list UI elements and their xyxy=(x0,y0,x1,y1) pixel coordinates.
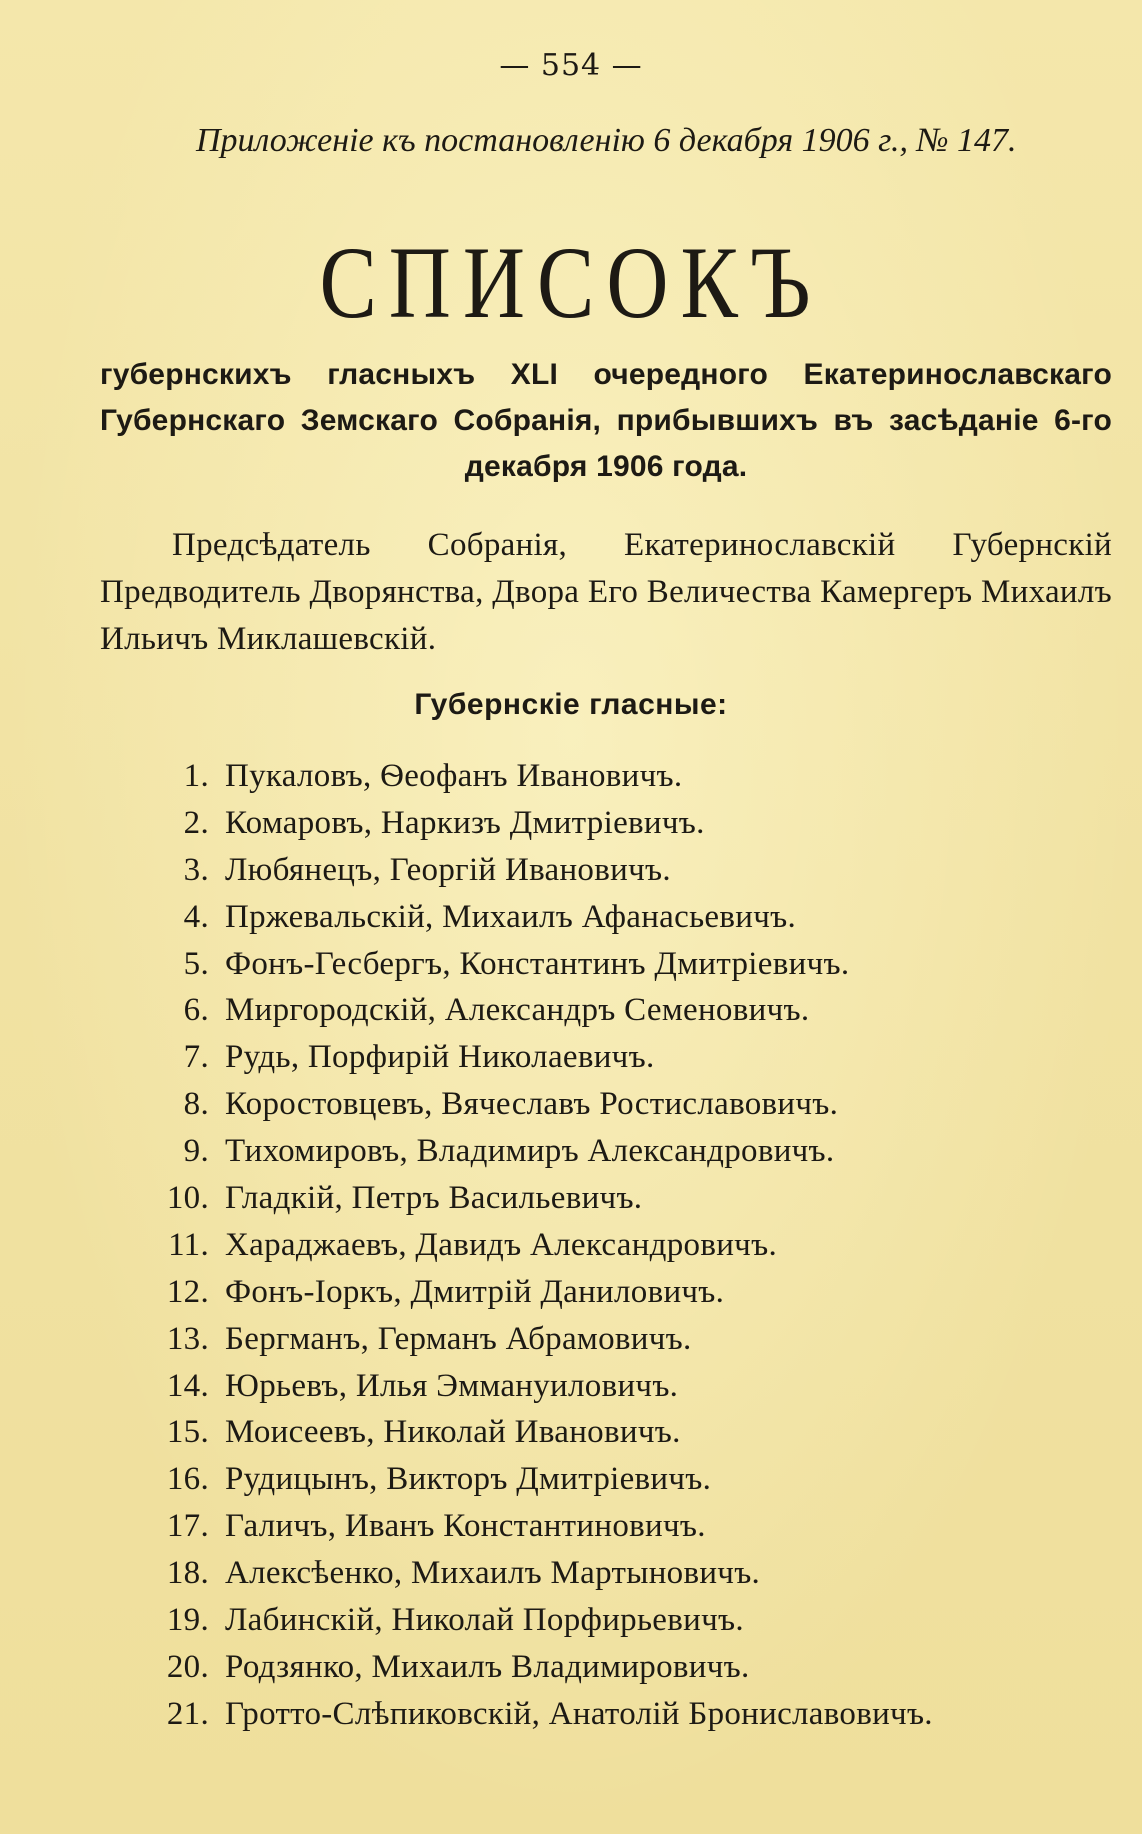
page-number: — 554 — xyxy=(499,48,643,83)
member-name: Моисеевъ, Николай Ивановичъ. xyxy=(225,1414,681,1451)
member-number: 4. xyxy=(183,898,209,935)
member-number: 11. xyxy=(168,1226,209,1263)
member-name: Алексѣенко, Михаилъ Мартыновичъ. xyxy=(225,1555,761,1592)
member-name: Миргородскій, Александръ Семеновичъ. xyxy=(225,992,810,1029)
list-item xyxy=(160,1227,1110,1274)
list-item xyxy=(160,1368,1110,1415)
list-item xyxy=(160,1133,1110,1180)
list-item xyxy=(160,1039,1110,1086)
member-number: 7. xyxy=(183,1039,209,1076)
member-number: 13. xyxy=(166,1320,209,1357)
member-number: 3. xyxy=(183,851,209,888)
member-name: Пукаловъ, Ѳеофанъ Ивановичъ. xyxy=(225,758,683,794)
list-item xyxy=(160,1602,1110,1649)
list-item xyxy=(160,1414,1110,1461)
section-heading: Губернскіе гласные: xyxy=(414,688,728,721)
chairman-paragraph: Предсѣдатель Собранія, Екатеринославскій Губернскій Предводитель Дворянства, Двора Его Величества Камергеръ Михаилъ Ильичъ Миклашевскій. xyxy=(100,527,1112,657)
list-item xyxy=(160,1321,1110,1368)
member-name: Пржевальскій, Михаилъ Афанасьевичъ. xyxy=(225,898,797,935)
member-name: Комаровъ, Наркизъ Дмитріевичъ. xyxy=(225,804,705,841)
member-number: 15. xyxy=(166,1414,209,1451)
member-number: 6. xyxy=(183,992,209,1029)
list-item xyxy=(160,1508,1110,1555)
member-number: 17. xyxy=(166,1508,209,1545)
list-item xyxy=(160,1086,1110,1133)
member-name: Коростовцевъ, Вячеславъ Ростиславовичъ. xyxy=(225,1086,839,1123)
member-name: Юрьевъ, Илья Эммануиловичъ. xyxy=(225,1367,679,1404)
list-item xyxy=(160,1649,1110,1696)
list-item xyxy=(160,852,1110,899)
member-name: Гладкій, Петръ Васильевичъ. xyxy=(225,1180,643,1217)
member-number: 20. xyxy=(166,1648,209,1685)
member-name: Тихомировъ, Владимиръ Александровичъ. xyxy=(225,1133,835,1170)
member-name: Рудь, Порфирій Николаевичъ. xyxy=(225,1039,655,1076)
member-list xyxy=(160,758,1110,1743)
document-subtitle: губернскихъ гласныхъ XLI очередного Екатеринославскаго Губернскаго Земскаго Собранія, прибывшихъ въ засѣданіе 6-го декабря 1906 года. xyxy=(100,358,1112,483)
member-name: Лабинскій, Николай Порфирьевичъ. xyxy=(225,1602,744,1639)
member-name: Фонъ-Іоркъ, Дмитрій Даниловичъ. xyxy=(225,1273,725,1310)
member-number: 10. xyxy=(166,1180,209,1217)
member-number: 18. xyxy=(166,1555,209,1592)
appendix-reference: Приложеніе къ постановленію 6 декабря 1906 г., № 147. xyxy=(196,122,1017,159)
list-item xyxy=(160,805,1110,852)
member-name: Хараджаевъ, Давидъ Александровичъ. xyxy=(225,1226,777,1263)
member-number: 5. xyxy=(183,945,209,982)
list-item xyxy=(160,1555,1110,1602)
document-title: СПИСОКЪ xyxy=(319,224,823,340)
member-name: Фонъ-Гесбергъ, Константинъ Дмитріевичъ. xyxy=(225,945,850,982)
list-item xyxy=(160,1274,1110,1321)
member-number: 12. xyxy=(166,1273,209,1310)
member-number: 2. xyxy=(183,804,209,841)
member-name: Галичъ, Иванъ Константиновичъ. xyxy=(225,1508,706,1545)
member-name: Бергманъ, Германъ Абрамовичъ. xyxy=(225,1320,692,1357)
list-item xyxy=(160,992,1110,1039)
member-number: 1. xyxy=(183,758,209,794)
list-item xyxy=(160,1180,1110,1227)
list-item xyxy=(160,1461,1110,1508)
list-item xyxy=(160,946,1110,993)
member-number: 16. xyxy=(166,1461,209,1498)
member-name: Родзянко, Михаилъ Владимировичъ. xyxy=(225,1648,750,1685)
member-number: 9. xyxy=(183,1133,209,1170)
member-name: Гротто-Слѣпиковскій, Анатолій Брониславовичъ. xyxy=(225,1695,933,1732)
member-name: Любянецъ, Георгій Ивановичъ. xyxy=(225,851,671,888)
list-item xyxy=(160,758,1110,805)
member-number: 8. xyxy=(183,1086,209,1123)
list-item xyxy=(160,899,1110,946)
member-name: Рудицынъ, Викторъ Дмитріевичъ. xyxy=(225,1461,712,1498)
member-number: 14. xyxy=(166,1367,209,1404)
member-number: 21. xyxy=(166,1695,209,1732)
member-number: 19. xyxy=(166,1602,209,1639)
list-item xyxy=(160,1696,1110,1743)
